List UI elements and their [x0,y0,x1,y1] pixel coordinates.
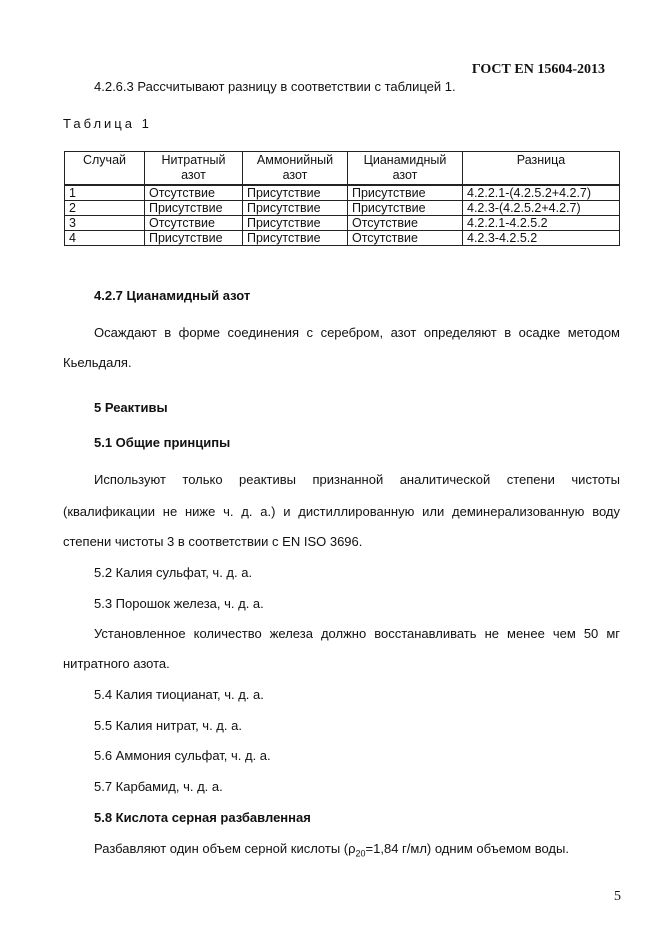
table-cell: Присутствие [243,216,348,231]
section-5-3-line1: Установленное количество железа должно восстанавливать не менее чем 50 мг [94,626,620,641]
column-header: Разница [463,152,620,186]
table-cell: 4.2.2.1-(4.2.5.2+4.2.7) [463,185,620,201]
table-cell: 2 [65,201,145,216]
table-header-row [65,152,620,186]
table-cell: 3 [65,216,145,231]
table-cell: Присутствие [145,201,243,216]
section-5-7: 5.7 Карбамид, ч. д. а. [94,779,223,794]
column-header: Нитратный азот [145,152,243,186]
table-cell: Присутствие [348,185,463,201]
table-cell: Отсутствие [145,185,243,201]
section-5-heading: 5 Реактивы [94,400,168,415]
table-row [65,185,620,201]
table-cell: 4 [65,231,145,246]
section-5-3-line2: нитратного азота. [63,656,170,671]
section-5-4: 5.4 Калия тиоцианат, ч. д. а. [94,687,264,702]
section-5-1-line1: Используют только реактивы признанной аналитической степени чистоты [94,472,620,487]
section-5-8-text-before: Разбавляют один объем серной кислоты (ρ [94,841,356,856]
table-cell: Отсутствие [348,216,463,231]
table-cell: 1 [65,185,145,201]
section-5-3-heading: 5.3 Порошок железа, ч. д. а. [94,596,264,611]
section-4-2-7-text-line2: Кьельдаля. [63,355,132,370]
section-5-1-heading: 5.1 Общие принципы [94,435,231,450]
density-subscript: 20 [355,848,366,859]
table-cell: Присутствие [243,231,348,246]
column-header: Случай [65,152,145,186]
section-5-5: 5.5 Калия нитрат, ч. д. а. [94,718,242,733]
table-cell: Отсутствие [348,231,463,246]
column-header: Аммонийный азот [243,152,348,186]
table-cell: Отсутствие [145,216,243,231]
table-caption: Таблица 1 [63,116,152,131]
section-5-2: 5.2 Калия сульфат, ч. д. а. [94,565,253,580]
section-5-8-text [94,841,569,862]
column-header: Цианамидный азот [348,152,463,186]
section-5-6: 5.6 Аммония сульфат, ч. д. а. [94,748,271,763]
table-row [65,216,620,231]
table-cell: 4.2.3-(4.2.5.2+4.2.7) [463,201,620,216]
table-cell: 4.2.2.1-4.2.5.2 [463,216,620,231]
table-cell: Присутствие [243,185,348,201]
standard-header: ГОСТ EN 15604-2013 [471,62,605,77]
section-5-1-line3: степени чистоты 3 в соответствии с EN ISO 3696. [63,534,363,549]
results-table [64,151,620,246]
table-cell: Присутствие [348,201,463,216]
table-row [65,231,620,246]
page-number: 5 [614,889,621,904]
section-5-1-line2: (квалификации не ниже ч. д. а.) и дистиллированную или деминерализованную воду [63,504,620,519]
table-cell: Присутствие [243,201,348,216]
section-4-2-7-heading: 4.2.7 Цианамидный азот [94,288,251,303]
table-cell: Присутствие [145,231,243,246]
table-row [65,201,620,216]
section-5-8-text-after: =1,84 г/мл) одним объемом воды. [365,841,569,856]
section-4-2-7-text-line1: Осаждают в форме соединения с серебром, азот определяют в осадке методом [94,325,620,340]
intro-paragraph: 4.2.6.3 Рассчитывают разницу в соответствии с таблицей 1. [94,79,456,94]
table-cell: 4.2.3-4.2.5.2 [463,231,620,246]
section-5-8-heading: 5.8 Кислота серная разбавленная [94,810,311,825]
